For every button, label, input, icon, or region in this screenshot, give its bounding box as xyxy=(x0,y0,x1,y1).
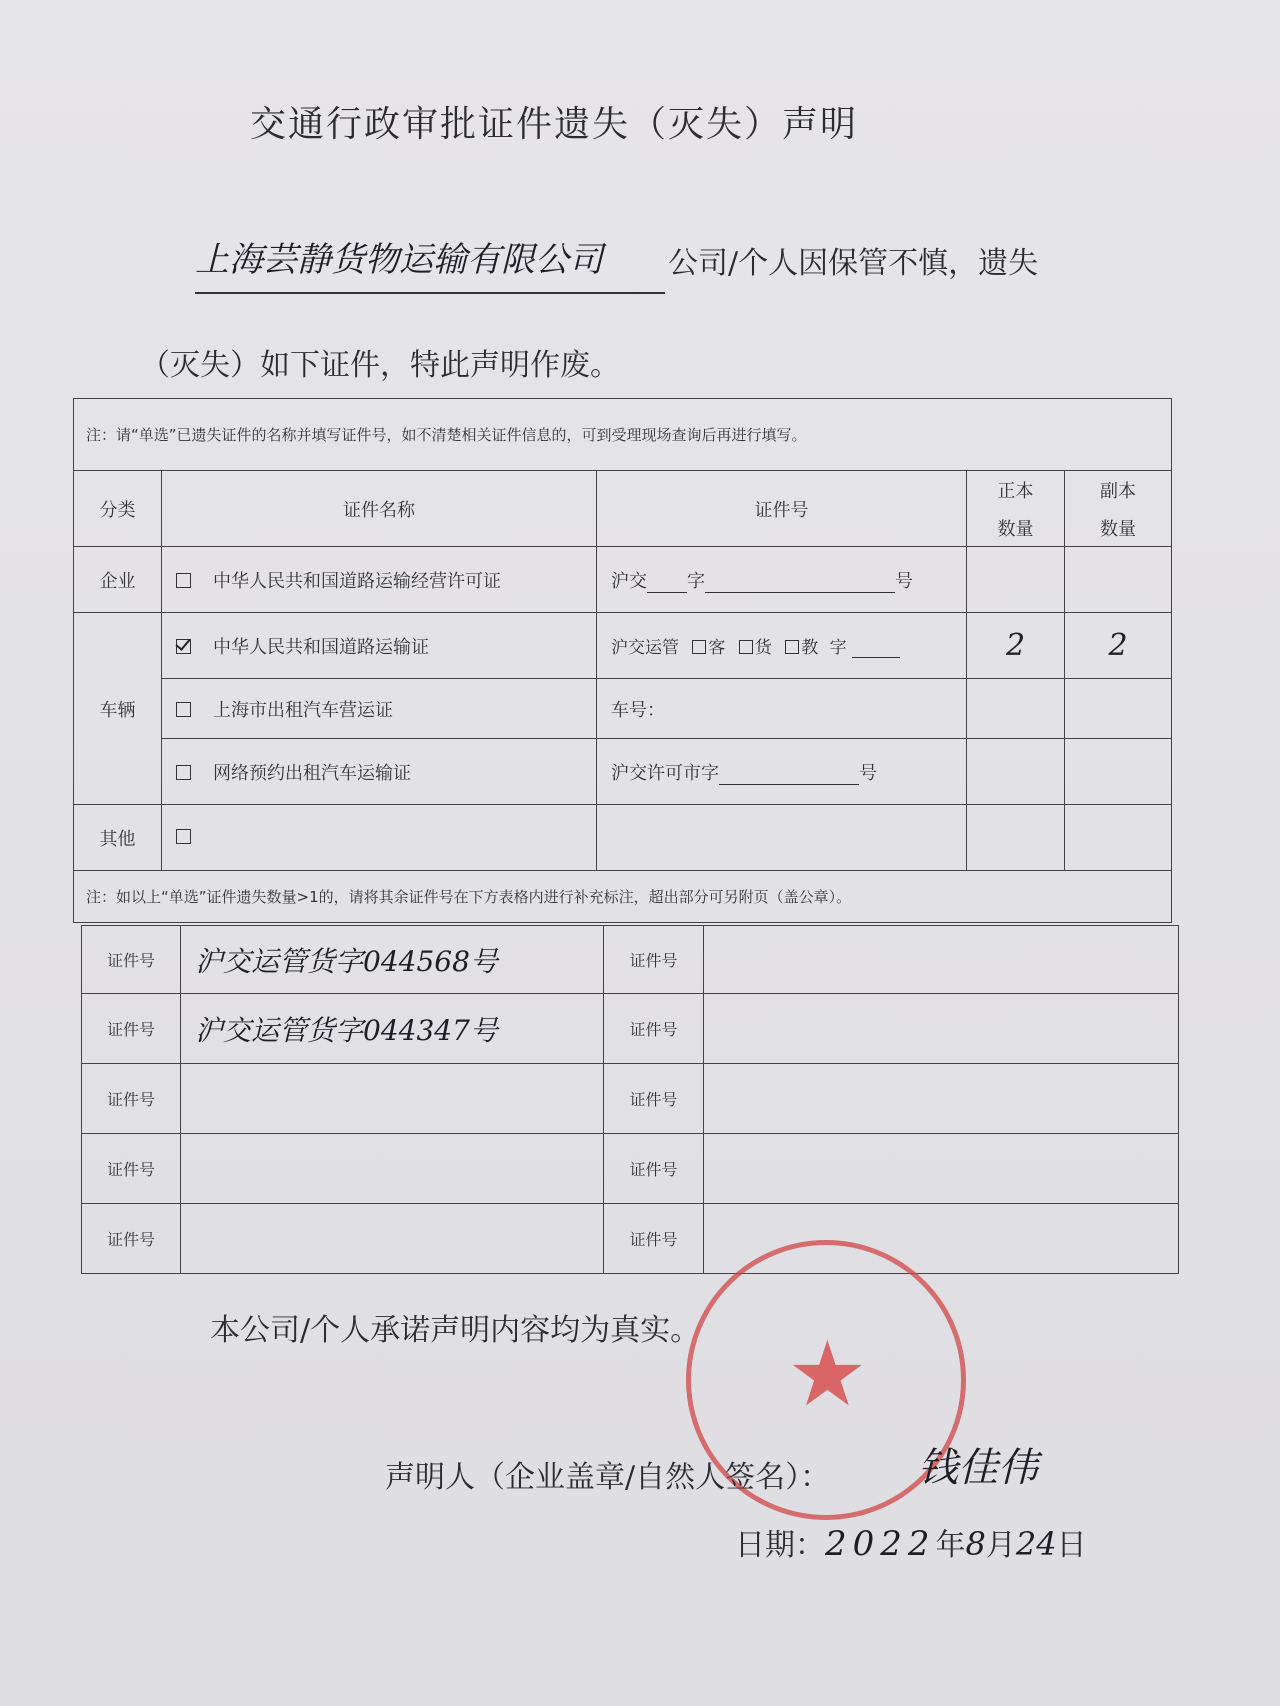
orig-qty-cell[interactable] xyxy=(967,739,1065,805)
cert-no-label: 证件号 xyxy=(604,994,704,1064)
copy-qty-cell[interactable] xyxy=(1065,679,1172,739)
signature: 钱佳伟 xyxy=(918,1445,1038,1491)
copy-qty-cell[interactable] xyxy=(1065,547,1172,613)
cert-no-value[interactable] xyxy=(181,1064,604,1134)
table-row-transport-cert xyxy=(74,613,1172,679)
header-category: 分类 xyxy=(74,471,162,547)
cert-name-cell: 上海市出租汽车营运证 xyxy=(162,679,597,739)
table-row-taxi-cert xyxy=(74,679,1172,739)
cert-no-value[interactable] xyxy=(704,1064,1179,1134)
table-row-other xyxy=(74,805,1172,871)
company-name-underline xyxy=(195,292,665,294)
cert-no-value[interactable]: 沪交运管货字044568号 xyxy=(181,926,604,994)
seal-star-icon: ★ xyxy=(787,1322,868,1427)
cert-no-value[interactable] xyxy=(181,1134,604,1204)
cert-no-value[interactable] xyxy=(704,994,1179,1064)
checkbox-ridehail-cert[interactable] xyxy=(176,765,191,780)
cert-name-cell: 中华人民共和国道路运输证 xyxy=(162,613,597,679)
checkbox-other[interactable] xyxy=(176,829,191,844)
cert-no-value[interactable]: 沪交运管货字044347号 xyxy=(181,994,604,1064)
company-name-handwritten: 上海芸静货物运输有限公司 xyxy=(195,240,603,280)
cert-no-label: 证件号 xyxy=(82,1204,181,1274)
table-row xyxy=(82,1064,1179,1134)
copy-qty-cell[interactable] xyxy=(1065,739,1172,805)
header-copy-qty: 副本 数量 xyxy=(1065,471,1172,547)
checkbox-business-license[interactable] xyxy=(176,573,191,588)
category-other: 其他 xyxy=(74,805,162,871)
cert-no-label: 证件号 xyxy=(604,1134,704,1204)
cert-no-label: 证件号 xyxy=(604,1204,704,1274)
date-line: 日期：2022年8月24日 xyxy=(735,1524,1087,1564)
cert-no-cell: 沪交许可市字 号 xyxy=(597,739,967,805)
declarant-label: 声明人（企业盖章/自然人签名）： xyxy=(385,1460,831,1495)
orig-qty-cell[interactable] xyxy=(967,805,1065,871)
cert-no-label: 证件号 xyxy=(604,1064,704,1134)
lost-certificate-table xyxy=(73,398,1172,923)
table-row-enterprise xyxy=(74,547,1172,613)
page-title: 交通行政审批证件遗失（灭失）声明 xyxy=(250,104,859,145)
category-vehicle: 车辆 xyxy=(74,613,162,805)
cert-no-cell: 沪交 字 号 xyxy=(597,547,967,613)
cert-name-cell: 中华人民共和国道路运输经营许可证 xyxy=(162,547,597,613)
cert-no-cell[interactable] xyxy=(597,805,967,871)
table-row-ridehail-cert xyxy=(74,739,1172,805)
header-cert-no: 证件号 xyxy=(597,471,967,547)
orig-qty-cell[interactable] xyxy=(967,547,1065,613)
header-cert-name: 证件名称 xyxy=(162,471,597,547)
cert-no-label: 证件号 xyxy=(82,1134,181,1204)
orig-qty-cell[interactable] xyxy=(967,679,1065,739)
table-note-bottom: 注：如以上“单选”证件遗失数量>1的，请将其余证件号在下方表格内进行补充标注，超出部分可另附页（盖公章）。 xyxy=(74,871,1172,923)
cert-no-label: 证件号 xyxy=(82,994,181,1064)
copy-qty-cell[interactable] xyxy=(1065,805,1172,871)
copy-qty-cell[interactable]: 2 xyxy=(1065,613,1172,679)
table-row xyxy=(82,1134,1179,1204)
table-row xyxy=(82,994,1179,1064)
checkbox-cargo[interactable] xyxy=(739,640,753,654)
cert-name-cell xyxy=(162,805,597,871)
cert-name-cell: 网络预约出租汽车运输证 xyxy=(162,739,597,805)
checkbox-transport-cert[interactable] xyxy=(176,639,191,654)
cert-no-label: 证件号 xyxy=(82,1064,181,1134)
checkbox-teaching[interactable] xyxy=(785,640,799,654)
table-note-top: 注：请“单选”已遗失证件的名称并填写证件号，如不清楚相关证件信息的，可到受理现场查询后再进行填写。 xyxy=(74,399,1172,471)
supplement-table xyxy=(81,925,1179,1274)
cert-no-label: 证件号 xyxy=(604,926,704,994)
cert-no-value[interactable] xyxy=(181,1204,604,1274)
orig-qty-cell[interactable]: 2 xyxy=(967,613,1065,679)
table-row xyxy=(82,1204,1179,1274)
cert-no-cell: 沪交运管 客 货 教 字 xyxy=(597,613,967,679)
commitment-text: 本公司/个人承诺声明内容均为真实。 xyxy=(210,1313,701,1348)
checkbox-passenger[interactable] xyxy=(692,640,706,654)
statement-line2: （灭失）如下证件，特此声明作废。 xyxy=(140,348,620,383)
cert-no-cell: 车号： xyxy=(597,679,967,739)
cert-no-label: 证件号 xyxy=(82,926,181,994)
header-orig-qty: 正本 数量 xyxy=(967,471,1065,547)
category-enterprise: 企业 xyxy=(74,547,162,613)
checkbox-taxi-cert[interactable] xyxy=(176,702,191,717)
cert-no-value[interactable] xyxy=(704,1134,1179,1204)
table-row xyxy=(82,926,1179,994)
cert-no-value[interactable] xyxy=(704,926,1179,994)
statement-line1-suffix: 公司/个人因保管不慎，遗失 xyxy=(668,246,1039,281)
